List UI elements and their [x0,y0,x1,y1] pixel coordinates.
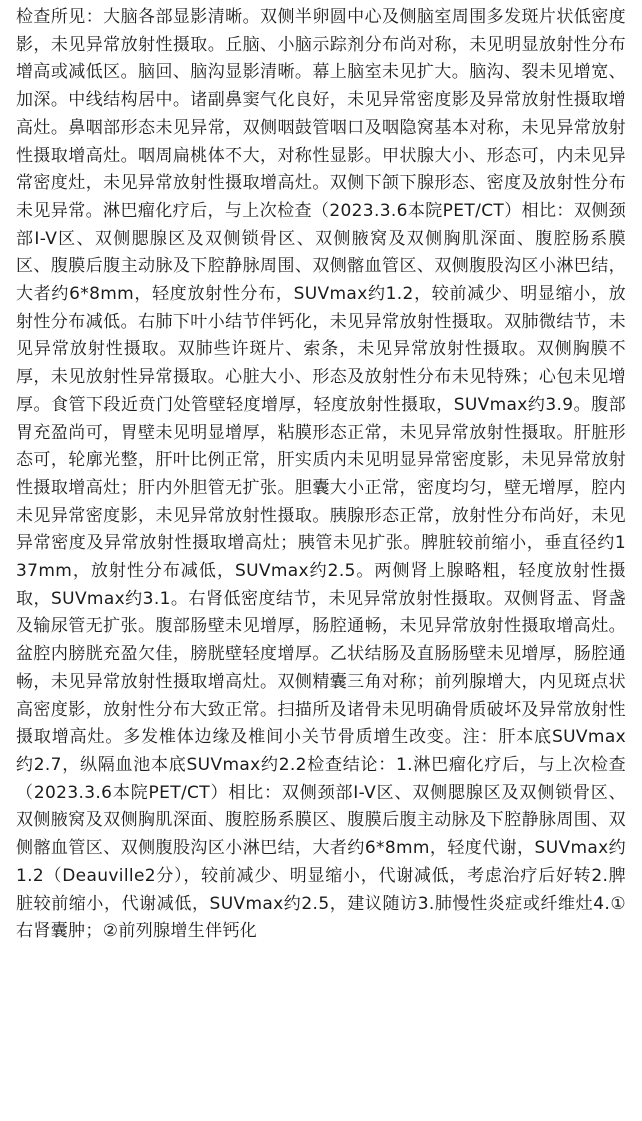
report-text: 检查所见：大脑各部显影清晰。双侧半卵圆中心及侧脑室周围多发斑片状低密度影，未见异常放射性摄取。丘脑、小脑示踪剂分布尚对称，未见明显放射性分布增高或减低区。脑回、脑沟显影清晰。幕上脑室未见扩大。脑沟、裂未见增宽、加深。中线结构居中。诸副鼻窦气化良好，未见异常密度影及异常放射性摄取增高灶。鼻咽部形态未见异常，双侧咽鼓管咽口及咽隐窝基本对称，未见异常放射性摄取增高灶。咽周扁桃体不大，对称性显影。甲状腺大小、形态可，内未见异常密度灶，未见异常放射性摄取增高灶。双侧下颌下腺形态、密度及放射性分布未见异常。淋巴瘤化疗后，与上次检查（2023.3.6本院PET/CT）相比：双侧颈部I-V区、双侧腮腺区及双侧锁骨区、双侧腋窝及双侧胸肌深面、腹腔肠系膜区、腹膜后腹主动脉及下腔静脉周围、双侧髂血管区、双侧腹股沟区小淋巴结，大者约6*8mm，轻度放射性分布，SUVmax约1.2，较前减少、明显缩小，放射性分布减低。右肺下叶小结节伴钙化，未见异常放射性摄取。双肺微结节，未见异常放射性摄取。双肺些许斑片、索条，未见异常放射性摄取。双侧胸膜不厚，未见放射性异常摄取。心脏大小、形态及放射性分布未见特殊；心包未见增厚。食管下段近贲门处管壁轻度增厚，轻度放射性摄取，SUVmax约3.9。腹部胃充盈尚可，胃壁未见明显增厚，粘膜形态正常，未见异常放射性摄取。肝脏形态可，轮廓光整，肝叶比例正常，肝实质内未见明显异常密度影，未见异常放射性摄取增高灶；肝内外胆管无扩张。胆囊大小正常，密度均匀，壁无增厚，腔内未见异常密度影，未见异常放射性摄取。胰腺形态正常，放射性分布尚好，未见异常密度及异常放射性摄取增高灶；胰管未见扩张。脾脏较前缩小，垂直径约137mm，放射性分布减低，SUVmax约2.5。两侧肾上腺略粗，轻度放射性摄取，SUVmax约3.1。右肾低密度结节，未见异常放射性摄取。双侧肾盂、肾盏及输尿管无扩张。腹部肠壁未见增厚，肠腔通畅，未见异常放射性摄取增高灶。盆腔内膀胱充盈欠佳，膀胱壁轻度增厚。乙状结肠及直肠肠壁未见增厚，肠腔通畅，未见异常放射性摄取增高灶。双侧精囊三角对称；前列腺增大，内见斑点状高密度影，放射性分布大致正常。扫描所及诸骨未见明确骨质破坏及异常放射性摄取增高灶。多发椎体边缘及椎间小关节骨质增生改变。注：肝本底SUVmax约2.7，纵隔血池本底SUVmax约2.2检查结论：1.淋巴瘤化疗后，与上次检查（2023.3.6本院PET/CT）相比：双侧颈部I-V区、双侧腮腺区及双侧锁骨区、双侧腋窝及双侧胸肌深面、腹腔肠系膜区、腹膜后腹主动脉及下腔静脉周围、双侧髂血管区、双侧腹股沟区小淋巴结，大者约6*8mm，轻度代谢，SUVmax约1.2（Deauville2分），较前减少、明显缩小，代谢减低，考虑治疗后好转2.脾脏较前缩小，代谢减低，SUVmax约2.5，建议随访3.肺慢性炎症或纤维灶4.①右肾囊肿；②前列腺增生伴钙化 [16,7,626,942]
